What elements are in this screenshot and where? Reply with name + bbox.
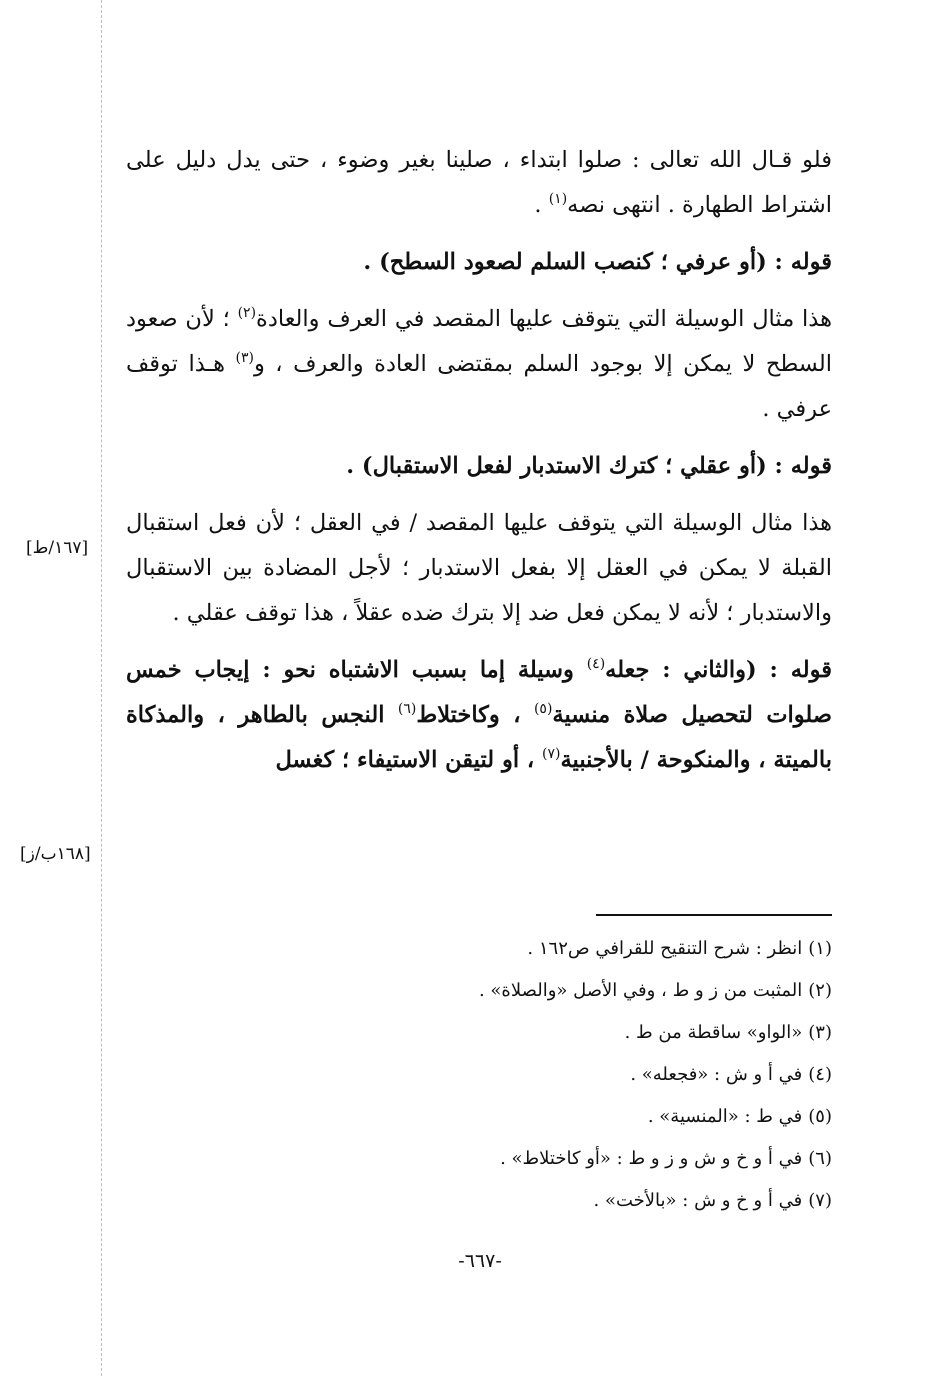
footnote-number: (٦) bbox=[808, 1148, 832, 1169]
matn-quote-1: (أو عرفي ؛ كنصب السلم لصعود السطح) . bbox=[363, 249, 767, 275]
qawluhu-label: قوله : bbox=[766, 453, 832, 479]
footnote-ref-3[interactable]: (٣) bbox=[235, 350, 254, 366]
paragraph-5-text: هذا مثال الوسيلة التي يتوقف عليها المقصد / في العقل ؛ لأن فعل استقبال القبلة لا يمكن في العقل إلا بفعل الاستدبار ؛ لأجل المضادة بين الاستقبال والاستدبار ؛ لأنه لا يمكن فعل ضد إلا بترك ضده عقلاً ، هذا توقف عقلي . bbox=[126, 510, 832, 626]
footnote-ref-2[interactable]: (٢) bbox=[237, 305, 257, 321]
page-number: -٦٦٧- bbox=[458, 1250, 502, 1272]
footnote-number: (١) bbox=[808, 938, 832, 959]
footnote-number: (٢) bbox=[808, 980, 832, 1001]
footnote-item bbox=[300, 1012, 832, 1054]
footnote-item bbox=[300, 1138, 832, 1180]
paragraph-2 bbox=[126, 240, 832, 285]
paragraph-3 bbox=[126, 297, 832, 432]
footnotes bbox=[300, 928, 832, 1222]
matn-quote-2: (أو عقلي ؛ كترك الاستدبار لفعل الاستقبال) . bbox=[346, 453, 767, 479]
paragraph-1-text: فلو قـال الله تعالى : صلوا ابتداء ، صلينا بغير وضوء ، حتى يدل دليل على اشتراط الطهارة . انتهى نصه bbox=[126, 147, 832, 218]
paragraph-5 bbox=[126, 501, 832, 636]
footnote-ref-7[interactable]: (٧) bbox=[542, 746, 561, 762]
footnote-text: «الواو» ساقطة من ط . bbox=[624, 1022, 803, 1043]
footnote-text: في أ و خ و ش و ز و ط : «أو كاختلاط» . bbox=[500, 1148, 803, 1169]
footnote-number: (٧) bbox=[808, 1190, 832, 1211]
paragraph-3-b: ؛ لأن صعود السطح لا يمكن إلا بوجود السلم بمقتضى العادة والعرف ، و bbox=[126, 306, 832, 377]
paragraph-4 bbox=[126, 444, 832, 489]
qawluhu-label: قوله : bbox=[766, 249, 832, 275]
footnote-item bbox=[300, 970, 832, 1012]
margin-folio-note-2: [١٦٨ب/ز] bbox=[20, 844, 91, 864]
footnote-number: (٥) bbox=[808, 1106, 832, 1127]
qawluhu-label: قوله : bbox=[756, 657, 832, 683]
paragraph-3-a: هذا مثال الوسيلة التي يتوقف عليها المقصد في العرف والعادة bbox=[256, 306, 832, 332]
footnote-text: في أ و خ و ش : «بالأخت» . bbox=[593, 1190, 803, 1211]
footnote-number: (٤) bbox=[808, 1064, 832, 1085]
footnote-ref-5[interactable]: (٥) bbox=[533, 701, 553, 717]
paragraph-1 bbox=[126, 138, 832, 228]
matn-quote-3-b: وسيلة إما بسبب الاشتباه نحو : إيجاب خمس صلوات لتحصيل صلاة منسية bbox=[126, 657, 832, 728]
footnote-text: انظر : شرح التنقيح للقرافي ص١٦٢ . bbox=[527, 938, 803, 959]
footnote-separator bbox=[596, 914, 832, 916]
binding-edge-line bbox=[101, 0, 102, 1376]
footnote-text: المثبت من ز و ط ، وفي الأصل «والصلاة» . bbox=[478, 980, 803, 1001]
main-text bbox=[126, 138, 832, 795]
footnote-number: (٣) bbox=[808, 1022, 832, 1043]
footnote-item bbox=[300, 1180, 832, 1222]
matn-quote-3-d: النجس بالطاهر ، والمذكاة بالميتة ، والمنكوحة / بالأجنبية bbox=[126, 702, 832, 773]
footnote-ref-6[interactable]: (٦) bbox=[397, 701, 417, 717]
matn-quote-3-e: ، أو لتيقن الاستيفاء ؛ كغسل bbox=[275, 747, 542, 773]
footnote-ref-1[interactable]: (١) bbox=[548, 191, 568, 207]
footnote-ref-4[interactable]: (٤) bbox=[586, 656, 606, 672]
matn-quote-3-a: (والثاني : جعله bbox=[605, 657, 757, 683]
paragraph-6 bbox=[126, 648, 832, 783]
paragraph-3-c: هـذا توقف عرفي . bbox=[126, 351, 832, 422]
footnote-item bbox=[300, 1054, 832, 1096]
matn-quote-3-c: ، وكاختلاط bbox=[416, 702, 534, 728]
margin-folio-note-1: [١٦٧/ط] bbox=[26, 538, 89, 558]
footnote-item bbox=[300, 1096, 832, 1138]
footnote-text: في ط : «المنسية» . bbox=[647, 1106, 803, 1127]
footnote-item bbox=[300, 928, 832, 970]
footnote-text: في أ و ش : «فجعله» . bbox=[630, 1064, 803, 1085]
paragraph-1-end: . bbox=[534, 192, 549, 218]
